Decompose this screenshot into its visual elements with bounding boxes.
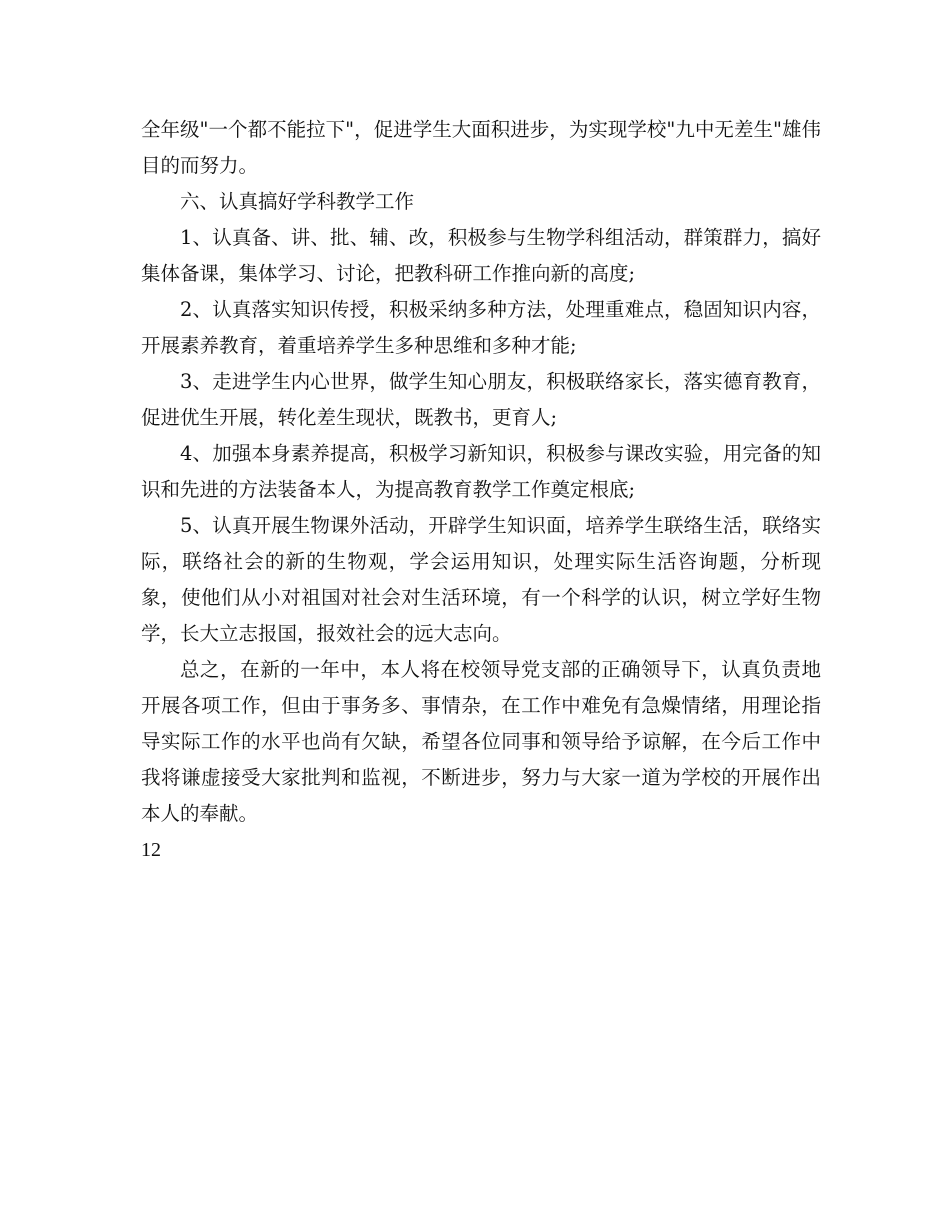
list-item: 3、走进学生内心世界，做学生知心朋友，积极联络家长，落实德育教育，促进优生开展，转化差生现状，既教书，更育人; <box>141 370 821 429</box>
section-heading: 六、认真搞好学科教学工作 <box>180 190 415 213</box>
list-item: 2、认真落实知识传授，积极采纳多种方法，处理重难点，稳固知识内容，开展素养教育，着重培养学生多种思维和多种才能; <box>141 298 821 357</box>
document-page <box>141 112 821 868</box>
continuation-paragraph: 全年级"一个都不能拉下"，促进学生大面积进步，为实现学校"九中无差生"雄伟目的而努力。 <box>141 118 821 177</box>
summary-paragraph: 总之，在新的一年中，本人将在校领导党支部的正确领导下，认真负责地开展各项工作，但由于事务多、事情杂，在工作中难免有急燥情绪，用理论指导实际工作的水平也尚有欠缺，希望各位同事和领导给予谅解，在今后工作中我将谦虚接受大家批判和监视，不断进步，努力与大家一道为学校的开展作出本人的奉献。 <box>141 658 821 825</box>
list-item: 1、认真备、讲、批、辅、改，积极参与生物学科组活动，群策群力，搞好集体备课，集体学习、讨论，把教科研工作推向新的高度; <box>141 226 821 285</box>
page-number: 12 <box>141 839 161 861</box>
list-item: 4、加强本身素养提高，积极学习新知识，积极参与课改实验，用完备的知识和先进的方法装备本人，为提高教育教学工作奠定根底; <box>141 442 821 501</box>
list-item: 5、认真开展生物课外活动，开辟学生知识面，培养学生联络生活，联络实际，联络社会的新的生物观，学会运用知识，处理实际生活咨询题，分析现象，使他们从小对祖国对社会对生活环境，有一个科学的认识，树立学好生物学，长大立志报国，报效社会的远大志向。 <box>141 514 821 645</box>
